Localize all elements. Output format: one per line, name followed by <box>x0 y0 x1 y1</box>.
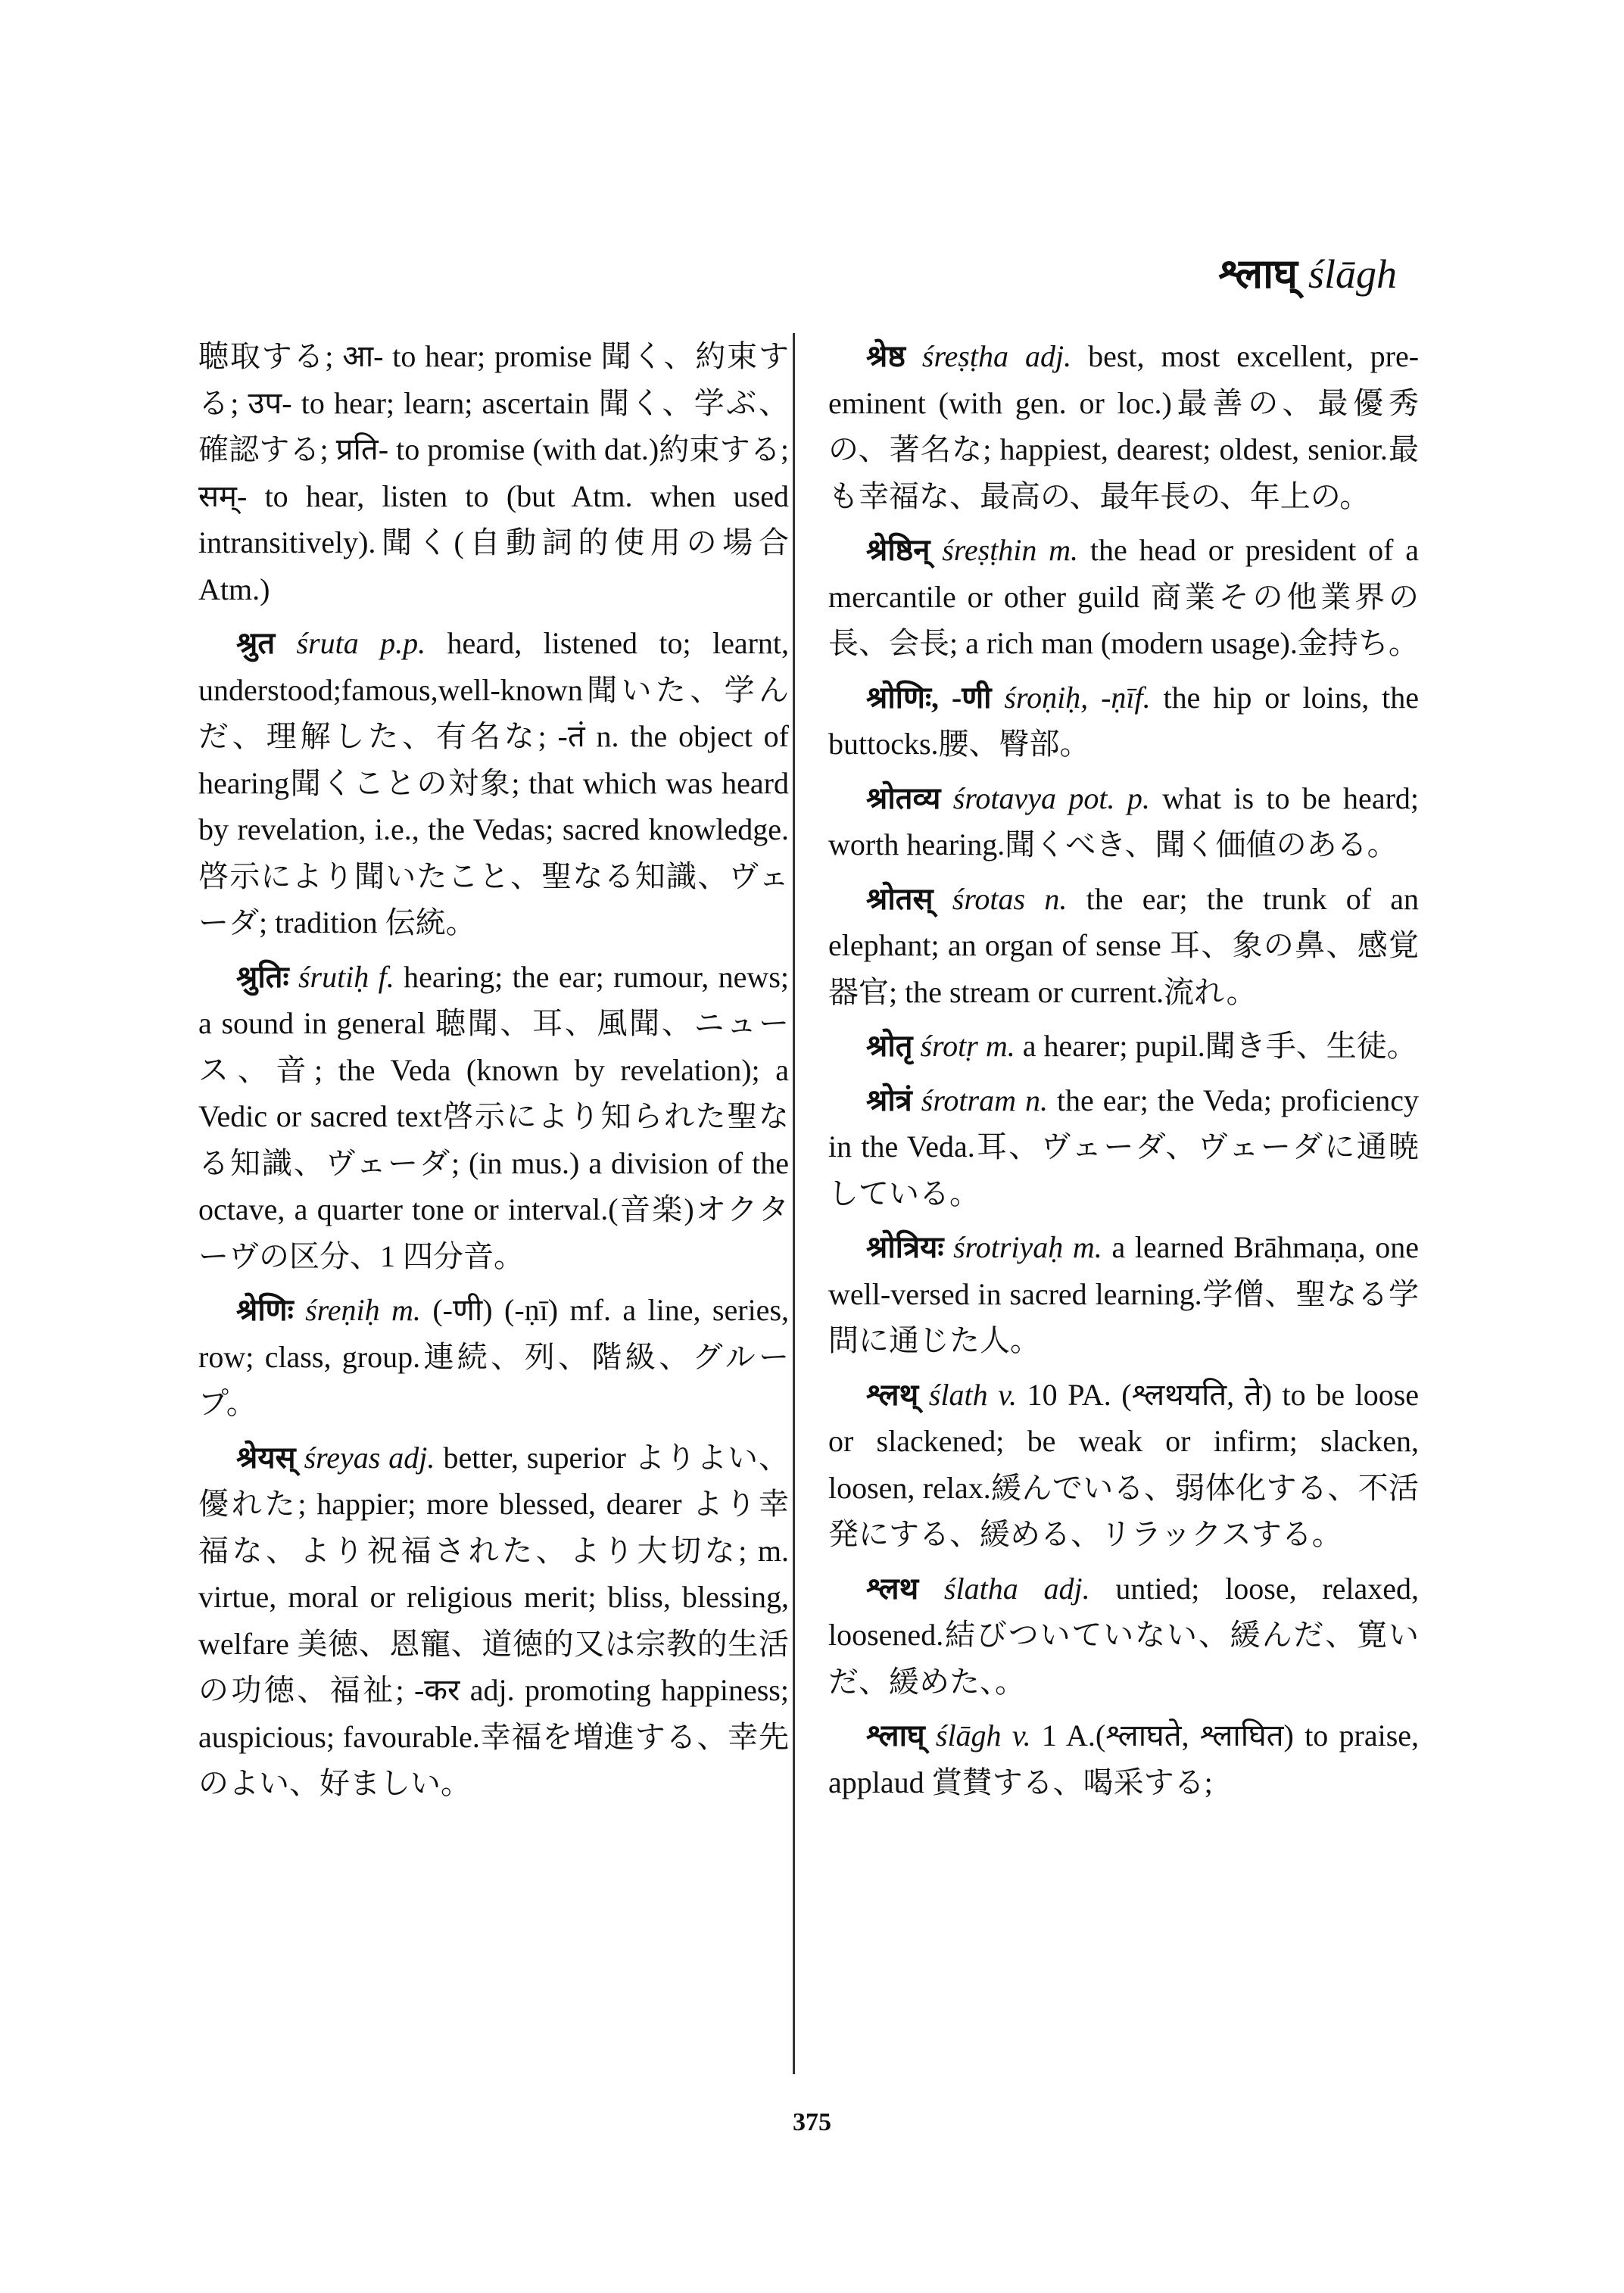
definition-text: 10 PA. (श्लथयति, ते) to be loose or slackened; be weak or infirm; slacken, loosen, relax.緩んでいる、弱体化する、不活発にする、緩める、リラックスする。 <box>828 1377 1420 1551</box>
definition-text: the ear; the Veda; proficiency in the Veda.耳、ヴェーダ、ヴェーダに通暁している。 <box>828 1083 1420 1210</box>
definition-text: the ear; the trunk of an elephant; an organ of sense 耳、象の鼻、感覚器官; the stream or current.流れ。 <box>828 881 1420 1009</box>
headword-devanagari: श्रुत <box>236 626 276 660</box>
dictionary-entry <box>828 876 1419 1016</box>
headword-romanized: śreṣṭhin m. <box>942 533 1079 567</box>
headword-devanagari: श्रुतिः <box>236 959 289 994</box>
dictionary-entry <box>828 1077 1419 1217</box>
headword-devanagari: श्लथ <box>866 1571 919 1606</box>
dictionary-entry <box>828 527 1419 667</box>
headword-romanized: śrotram n. <box>921 1083 1048 1117</box>
dictionary-entry <box>828 1712 1419 1805</box>
headword-devanagari: श्रेष्ठिन् <box>866 533 930 567</box>
left-column <box>198 333 789 1815</box>
definition-text: a hearer; pupil.聞き手、生徒。 <box>1022 1029 1417 1063</box>
definition-text: what is to be heard; worth hearing.聞くべき、聞く価値のある。 <box>828 780 1419 861</box>
dictionary-entry <box>828 333 1419 519</box>
headword-romanized: śrotas n. <box>952 881 1068 916</box>
column-divider <box>793 333 795 2074</box>
dictionary-entry <box>828 1224 1419 1364</box>
headword-romanized: śrotṛ m. <box>920 1029 1015 1063</box>
definition-text: better, superior よりよい、優れた; happier; more blessed, dearer より幸福な、より祝福された、より大切な; m. virtue, moral or religious merit; bliss, blessing, welfare 美徳、恩寵、道徳的又は宗教的生活の功徳、福祉; -कर adj. promoting happiness; auspicious; favourable.幸福を増進する、幸先のよい、好ましい。 <box>198 1440 790 1800</box>
headword-devanagari: श्रोणिः, -णी <box>866 680 992 715</box>
dictionary-entry <box>198 333 789 612</box>
headword-romanized: śreṣṭha adj. <box>921 339 1072 373</box>
headword-romanized: śrotriyaḥ m. <box>953 1230 1102 1264</box>
dictionary-entry <box>828 775 1419 868</box>
headword-devanagari: श्रोत्रं <box>866 1083 912 1117</box>
headword-devanagari: श्रोतव्य <box>866 780 941 815</box>
headword-devanagari: श्रेष्ठ <box>866 339 906 373</box>
running-head-roman: ślāgh <box>1308 251 1397 297</box>
running-head <box>1218 244 1397 300</box>
headword-romanized: śroṇiḥ, -ṇīf. <box>1004 680 1151 715</box>
definition-text: the hip or loins, the buttocks.腰、臀部。 <box>828 680 1420 761</box>
headword-devanagari: श्रोतस् <box>866 881 934 916</box>
headword-romanized: ślatha adj. <box>943 1571 1090 1606</box>
dictionary-entry <box>828 675 1419 768</box>
definition-text: (-णी) (-ṇī) mf. a line, series, row; class, group.連続、列、階級、グループ。 <box>198 1293 790 1420</box>
dictionary-entry <box>198 1287 789 1427</box>
dictionary-entry <box>828 1372 1419 1558</box>
headword-romanized: śreyas adj. <box>304 1440 435 1475</box>
dictionary-entry <box>198 620 789 946</box>
headword-devanagari: श्रोत्रियः <box>866 1230 944 1264</box>
definition-text: the head or president of a mercantile or other guild 商業その他業界の長、会長; a rich man (modern usage).金持ち。 <box>828 533 1420 660</box>
headword-devanagari: श्लथ् <box>866 1377 919 1412</box>
definition-text: 1 A.(श्लाघते, श्लाघित) to praise, applaud 賞賛する、喝采する; <box>828 1718 1420 1799</box>
headword-romanized: śruta p.p. <box>296 626 426 660</box>
right-column <box>828 333 1419 1813</box>
definition-text: hearing; the ear; rumour, news; a sound in general 聴聞、耳、風聞、ニュース、音; the Veda (known by revelation); a Vedic or sacred text啓示により知られた聖なる知識、ヴェーダ; (in mus.) a division of the octave, a quarter tone or interval.(音楽)オクターヴの区分、1 四分音。 <box>198 959 789 1273</box>
running-head-devanagari: श्लाघ् <box>1218 251 1298 297</box>
headword-devanagari: श्रेयस् <box>236 1440 296 1475</box>
page-number: 375 <box>793 2108 831 2136</box>
dictionary-entry <box>198 1435 789 1807</box>
definition-text: 聴取する; आ- to hear; promise 聞く、約束する; उप- to hear; learn; ascertain 聞く、学ぶ、確認する; प्रति- to promise (with dat.)約束する; सम्- to hear, listen to (but Atm. when used intransitively).聞く(自動詞的使用の場合 Atm.) <box>198 339 789 606</box>
definition-text: heard, listened to; learnt, understood;famous,well-known聞いた、学んだ、理解した、有名な; -तं n. the object of hearing聞くことの対象; that which was heard by revelation, i.e., the Vedas; sacred knowledge.啓示により聞いたこと、聖なる知識、ヴェーダ; tradition 伝統。 <box>198 626 790 939</box>
definition-text: a learned Brāhmaṇa, one well-versed in sacred learning.学僧、聖なる学問に通じた人。 <box>828 1230 1420 1357</box>
headword-devanagari: श्रेणिः <box>236 1293 294 1327</box>
dictionary-entry <box>198 954 789 1280</box>
definition-text: untied; loose, relaxed, loosened.結びついていない、緩んだ、寛いだ、緩めた、。 <box>828 1571 1420 1699</box>
definition-text: best, most excellent, pre-eminent (with gen. or loc.)最善の、最優秀の、著名な; happiest, dearest; oldest, senior.最も幸福な、最高の、最年長の、年上の。 <box>828 339 1420 513</box>
headword-romanized: śreṇiḥ m. <box>305 1293 421 1327</box>
headword-romanized: śrutiḥ f. <box>298 959 394 994</box>
headword-devanagari: श्लाघ् <box>866 1718 925 1752</box>
headword-romanized: śrotavya pot. p. <box>952 780 1150 815</box>
headword-romanized: ślāgh v. <box>935 1718 1031 1752</box>
headword-devanagari: श्रोतृ <box>866 1029 913 1063</box>
dictionary-entry <box>828 1566 1419 1706</box>
headword-romanized: ślath v. <box>928 1377 1017 1412</box>
dictionary-entry <box>828 1023 1419 1070</box>
